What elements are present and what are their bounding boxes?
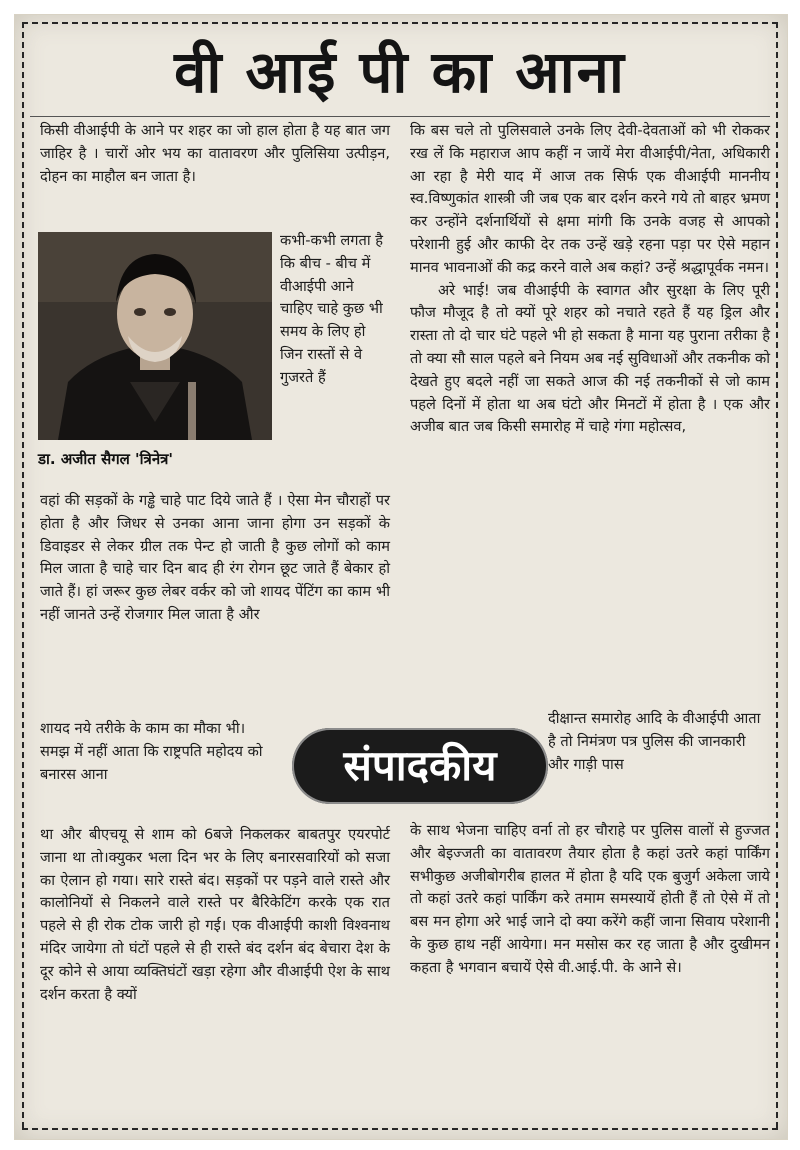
left-column-tail (40, 824, 390, 1006)
paragraph: कभी-कभी लगता है कि बीच - बीच में वीआईपी आने चाहिए चाहे कुछ भी समय के लिए हो जिन रास्तों से वे गुजरते हैं (280, 232, 383, 386)
headline-rule (30, 116, 770, 117)
cut-border-top (22, 22, 778, 24)
paragraph: था और बीएचयू से शाम को 6बजे निकलकर बाबतपुर एयरपोर्ट जाना था तो।क्युकर भला दिन भर के लिए बनारसवारियों को सजा का ऐलान हो गया। सारे रास्ते बंद। सड़कों पर पड़ने वाले रास्ते और कालोनियों से निकलने वाले रास्ते पर बैरिकेटिंग करके एक रात पहले से ही रोक टोक जारी हो गई। एक वीआईपी काशी विश्वनाथ मंदिर जायेगा तो घंटों पहले से ही रास्ते बंद दर्शन बंद बेचारा देश के दूर कोने से आया व्यक्तिघंटों खड़ा रहेगा और वीआईपी ऐश के साथ दर्शन करता है क्यों (40, 826, 390, 1003)
cut-border-bottom (22, 1128, 778, 1130)
byline: डा. अजीत सैगल 'त्रिनेत्र' (38, 450, 174, 468)
right-column-top (410, 120, 770, 439)
paragraph: वहां की सड़कों के गड्ढे चाहे पाट दिये जाते हैं । ऐसा मेन चौराहों पर होता है और जिधर से उनका आना जाना होगा उन सड़कों के डिवाइडर से लेकर ग्रील तक पेन्ट हो जाती है कुछ लोगों को काम मिल जाता है चाहे चार दिन बाद ही रंग रोगन छूट जाते हैं बेकार हो जाते हैं। हां जरूर कुछ लेबर वर्कर को जो शायद पेंटिंग का काम भी नहीं जानते उन्हें रोजगार मिल जाता है और (40, 492, 390, 623)
paragraph: शायद नये तरीके के काम का मौका भी। समझ में नहीं आता कि राष्ट्रपति महोदय को बनारस आना (40, 720, 263, 783)
cut-border-left (22, 22, 24, 1128)
right-column-beside-badge (548, 708, 770, 776)
paragraph: दीक्षान्त समारोह आदि के वीआईपी आता है तो निमंत्रण पत्र पुलिस की जानकारी और गाड़ी पास (548, 710, 761, 773)
left-column-beside-photo (280, 230, 388, 390)
paragraph: अरे भाई! जब वीआईपी के स्वागत और सुरक्षा के लिए पूरी फौज मौजूद है तो क्यों पूरे शहर को नचाते रहते हैं यह ड्रिल और रास्ता तो दो चार घंटे पहले भी हो सकता है माना यह पुराना तरीका है तो क्या सौ साल पहले बने नियम अब नई सुविधाओं और तकनीक को देखते हुए बदले नहीं जा सकते आज की नई तकनीकों से जो काम पहले दिनों में होता था अब घंटो और मिनटों में होता है । एक और अजीब बात जब किसी समारोह में चाहे गंगा महोत्सव, (410, 281, 770, 436)
headline: वी आई पी का आना (174, 38, 626, 106)
paragraph: किसी वीआईपी के आने पर शहर का जो हाल होता है यह बात जग जाहिर है । चारों ओर भय का वातावरण और पुलिसिया उत्पीड़न, दोहन का माहौल बन जाता है। (40, 122, 390, 185)
left-column-intro (40, 120, 390, 188)
paragraph: कि बस चले तो पुलिसवाले उनके लिए देवी-देवताओं को भी रोककर रख लें कि महाराज आप कहीं न जायें मेरा वीआईपी/नेता, अधिकारी आ रहा है मेरी याद में आज तक सिर्फ एक वीआईपी माननीय स्व.विष्णुकांत शास्त्री जी जब एक बार दर्शन करने गये तो बाहर भ्रमण कर उन्होंने दर्शनार्थियों से क्षमा मांगी कि उनके वजह से आपको परेशानी हुई और काफी देर तक उन्हें खड़े रहना पड़ा पर ऐसे महान मानव भावनाओं की कद्र करने वाले अब कहां? उन्हें श्रद्धापूर्वक नमन। (410, 122, 770, 276)
section-badge: संपादकीय (292, 728, 548, 804)
right-column-tail (410, 820, 770, 980)
left-column-beside-badge (40, 718, 270, 786)
author-portrait-icon (38, 232, 272, 440)
left-column-continued (40, 490, 390, 627)
cut-border-right (776, 22, 778, 1128)
portrait-svg (38, 232, 272, 440)
paragraph: के साथ भेजना चाहिए वर्ना तो हर चौराहे पर पुलिस वालों से हुज्जत और बेइज्जती का वातावरण तैयार होता है कहां उतरे कहां पार्किंग सभीकुछ अजीबोगरीब हालत में होता है यदि एक बुजुर्ग अकेला जाये तो कहां उतरे कहां पार्किंग करे तमाम समस्यायें होती हैं तो ऐसे में तो बस मन होगा अरे भाई जाने दो क्या करेंगे कहीं जाना सिवाय परेशानी के कुछ हाथ नहीं आयेगा। मन मसोस कर रह जाता है और दुखीमन कहता है भगवान बचायें ऐसे वी.आई.पी. के आने से। (410, 822, 770, 976)
